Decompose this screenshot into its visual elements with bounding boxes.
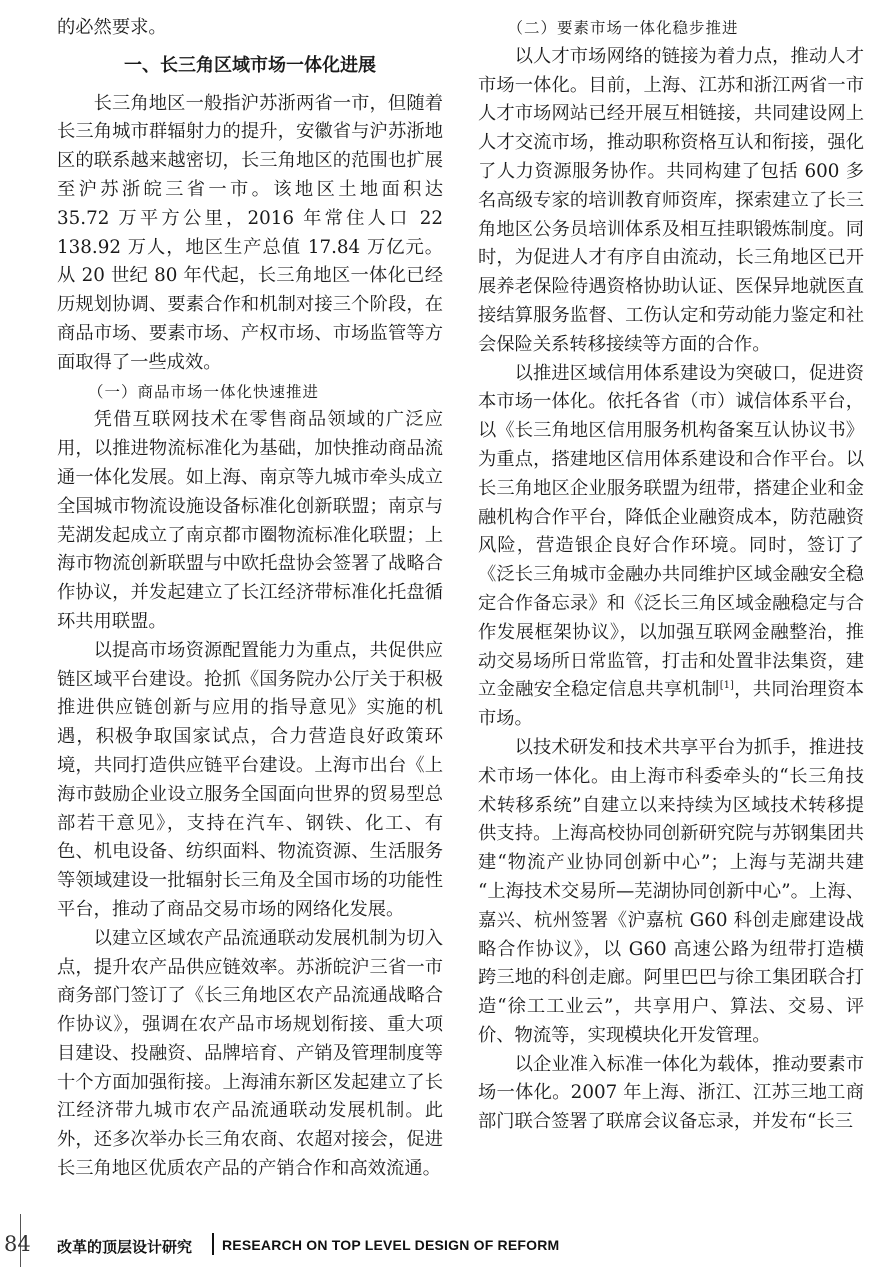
right-column xyxy=(478,14,864,1137)
paragraph: 以提高市场资源配置能力为重点，共促供应链区域平台建设。抢抓《国务院办公厅关于积极推进供应链创新与应用的指导意见》实施的机遇，积极争取国家试点，合力营造良好政策环境，共同打造供应链平台建设。上海市出台《上海市鼓励企业设立服务全国面向世界的贸易型总部若干意见》，支持在汽车、钢铁、化工、有色、机电设备、纺织面料、物流资源、生活服务等领域建设一批辐射长三角及全国市场的功能性平台，推动了商品交易市场的网络化发展。 xyxy=(57,639,443,920)
paragraph: 以企业准入标准一体化为载体，推动要素市场一体化。2007 年上海、浙江、江苏三地工商部门联合签署了联席会议备忘录，并发布“长三 xyxy=(478,1053,864,1133)
paragraph-text: 以推进区域信用体系建设为突破口，促进资本市场一体化。依托各省（市）诚信体系平台，以《长三角地区信用服务机构备案互认协议书》为重点，搭建地区信用体系建设和合作平台。以长三角地区企业服务联盟为纽带，搭建企业和金融机构合作平台，降低企业融资成本，防范融资风险，营造银企良好合作环境。同时，签订了《泛长三角城市金融办共同维护区域金融安全稳定合作备忘录》和《泛长三角区域金融稳定与合作发展框架协议》，以加强互联网金融整治，推动交易场所日常监管，打击和处置非法集资，建立金融安全稳定信息共享机制 xyxy=(478,362,864,701)
paragraph-continuation: 的必然要求。 xyxy=(57,17,167,38)
left-column xyxy=(57,14,443,1184)
page-number: 84 xyxy=(4,1232,31,1256)
paragraph: 长三角地区一般指沪苏浙两省一市，但随着长三角城市群辐射力的提升，安徽省与沪苏浙地区的联系越来越密切，长三角地区的范围也扩展至沪苏浙皖三省一市。该地区土地面积达 35.72 万平方公里，2016 年常住人口 22 138.92 万人，地区生产总值 17.84 万亿元。从 20 世纪 80 年代起，长三角地区一体化已经历规划协调、要素合作和机制对接三个阶段，在商品市场、要素市场、产权市场、市场监管等方面取得了一些成效。 xyxy=(57,92,443,373)
paragraph: 凭借互联网技术在零售商品领域的广泛应用，以推进物流标准化为基础，加快推动商品流通一体化发展。如上海、南京等九城市牵头成立全国城市物流设施设备标准化创新联盟；南京与芜湖发起成立了南京都市圈物流标准化联盟；上海市物流创新联盟与中欧托盘协会签署了战略合作协议，并发起建立了长江经济带标准化托盘循环共用联盟。 xyxy=(57,409,443,632)
paragraph: 以人才市场网络的链接为着力点，推动人才市场一体化。目前，上海、江苏和浙江两省一市人才市场网站已经开展互相链接，共同建设网上人才交流市场，推动职称资格互认和衔接，强化了人力资源服务协作。共同构建了包括 600 多名高级专家的培训教育师资库，探索建立了长三角地区公务员培训体系及相互挂职锻炼制度。同时，为促进人才有序自由流动，长三角地区已开展养老保险待遇资格协助认证、医保异地就医直接结算服务监督、工伤认定和劳动能力鉴定和社会保险关系转移接续等方面的合作。 xyxy=(478,45,864,355)
journal-title-cn: 改革的顶层设计研究 xyxy=(57,1238,193,1256)
page-footer xyxy=(0,1214,880,1267)
paragraph xyxy=(478,360,864,734)
citation-marker[interactable]: [1] xyxy=(719,680,734,692)
paragraph-text: ，共同治理资本市场。 xyxy=(478,679,865,730)
subsection-heading: （一）商品市场一体化快速推进 xyxy=(88,382,320,401)
paragraph: 以建立区域农产品流通联动发展机制为切入点，提升农产品供应链效率。苏浙皖沪三省一市商务部门签订了《长三角地区农产品流通战略合作协议》，强调在农产品市场规划衔接、重大项目建设、投融资、品牌培育、产销及管理制度等十个方面加强衔接。上海浦东新区发起建立了长江经济带九城市农产品流通联动发展机制。此外，还多次举办长三角农商、农超对接会，促进长三角地区优质农产品的产销合作和高效流通。 xyxy=(57,927,443,1180)
journal-title-en: RESEARCH ON TOP LEVEL DESIGN OF REFORM xyxy=(222,1237,560,1253)
subsection-heading: （二）要素市场一体化稳步推进 xyxy=(507,19,739,37)
section-heading: 一、长三角区域市场一体化进展 xyxy=(124,54,376,76)
title-separator xyxy=(212,1233,214,1255)
paragraph: 以技术研发和技术共享平台为抓手，推进技术市场一体化。由上海市科委牵头的“长三角技术转移系统”自建立以来持续为区域技术转移提供支持。上海高校协同创新研究院与苏钢集团共建“物流产业协同创新中心”；上海与芜湖共建 “上海技术交易所—芜湖协同创新中心”。上海、嘉兴、杭州签署《沪嘉杭 G60 科创走廊建设战略合作协议》，以 G60 高速公路为纽带打造横跨三地的科创走廊。阿里巴巴与徐工集团联合打造“徐工工业云”，共享用户、算法、交易、评价、物流等，实现模块化开发管理。 xyxy=(478,736,864,1046)
